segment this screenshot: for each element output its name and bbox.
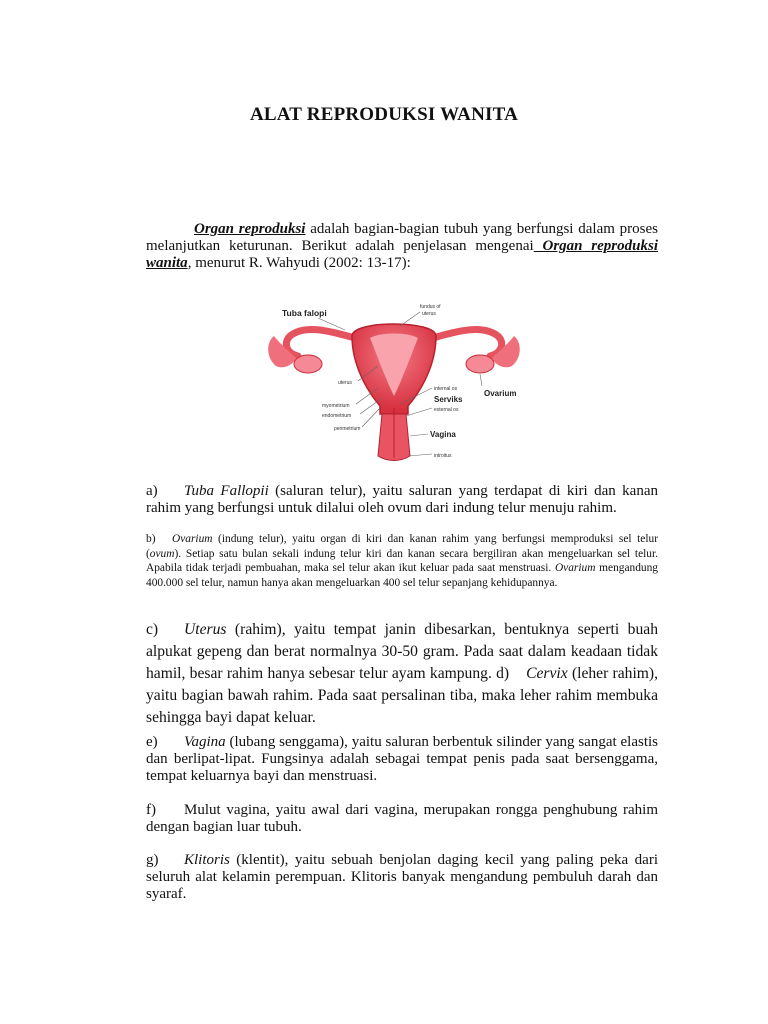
label-uterus: uterus <box>338 380 352 386</box>
term-vagina: Vagina <box>184 734 226 750</box>
label-perimetrium: perimetrium <box>334 426 361 432</box>
label-fundus: fundus of <box>420 304 441 310</box>
label-serviks: Serviks <box>434 395 463 404</box>
right-ovary <box>466 355 494 373</box>
left-ovary <box>294 355 322 373</box>
item-a: a) Tuba Fallopii (saluran telur), yaitu saluran yang terdapat di kiri dan kanan rahim yang berfungsi untuk dilalui oleh ovum dari indung telur menuju rahim. <box>146 483 658 516</box>
left-fallopian-tube <box>286 330 355 356</box>
label-external-os: external os <box>434 407 459 413</box>
label-fundus-2: uterus <box>422 311 436 317</box>
label-endometrium: endometrium <box>322 413 352 419</box>
label-myometrium: myometrium <box>322 403 350 409</box>
label-vagina: Vagina <box>430 430 456 439</box>
item-e: e) Vagina (lubang senggama), yaitu saluran berbentuk silinder yang sangat elastis dan berlipat-lipat. Fungsinya adalah sebagai tempat penis pada saat bersenggama, tempat keluarnya bayi dan menstruasi. <box>146 734 658 784</box>
uterus-diagram-svg <box>260 296 528 468</box>
intro-term-organ-reproduksi-wanita: Organ reproduksi wanita <box>146 238 658 271</box>
term-ovarium-2: Ovarium <box>554 562 596 574</box>
item-b: b) Ovarium (indung telur), yaitu organ di kiri dan kanan rahim yang berfungsi memproduksi sel telur (ovum). Setiap satu bulan sekali indung telur kiri dan kanan secara bergiliran akan mengeluarkan sel telur. Apabila tidak terjadi pembuahan, maka sel telur akan ikut keluar pada saat menstruasi. Ovarium mengandung 400.000 sel telur, namun hanya akan mengeluarkan 400 sel telur sepanjang kehidupannya. <box>146 533 658 589</box>
intro-term-organ-reproduksi: Organ reproduksi <box>194 221 306 237</box>
uterus-diagram <box>260 296 528 468</box>
term-klitoris: Klitoris <box>184 852 230 868</box>
document-title: ALAT REPRODUKSI WANITA <box>250 104 518 125</box>
intro-paragraph: Organ reproduksi adalah bagian-bagian tubuh yang berfungsi dalam proses melanjutkan keturunan. Berikut adalah penjelasan mengenai Organ reproduksi wanita, menurut R. Wahyudi (2002: 13-17): <box>146 221 658 271</box>
label-ovarium: Ovarium <box>484 389 517 398</box>
term-cervix: Cervix <box>526 665 568 682</box>
term-tuba-fallopii: Tuba Fallopii <box>184 483 269 499</box>
label-tuba-falopi: Tuba falopi <box>282 308 327 318</box>
term-ovarium: Ovarium <box>172 533 213 545</box>
item-c: c) Uterus (rahim), yaitu tempat janin dibesarkan, bentuknya seperti buah alpukat gepeng dan berat normalnya 30-50 gram. Pada saat dalam keadaan tidak hamil, besar rahim hanya sebesar telur ayam kampung. d) Cervix (leher rahim), yaitu bagian bawah rahim. Pada saat persalinan tiba, maka leher rahim membuka sehingga bayi dapat keluar. <box>146 621 659 726</box>
item-f: f) Mulut vagina, yaitu awal dari vagina, merupakan rongga penghubung rahim dengan bagian luar tubuh. <box>146 802 658 835</box>
label-internal-os: internal os <box>434 386 458 392</box>
item-g: g) Klitoris (klentit), yaitu sebuah benjolan daging kecil yang paling peka dari seluruh alat kelamin perempuan. Klitoris banyak mengandung pembuluh darah dan syaraf. <box>146 852 658 902</box>
right-fallopian-tube <box>433 330 502 356</box>
term-ovum: ovum <box>149 547 175 560</box>
label-introitus: introitus <box>434 453 452 459</box>
term-uterus: Uterus <box>184 621 227 638</box>
